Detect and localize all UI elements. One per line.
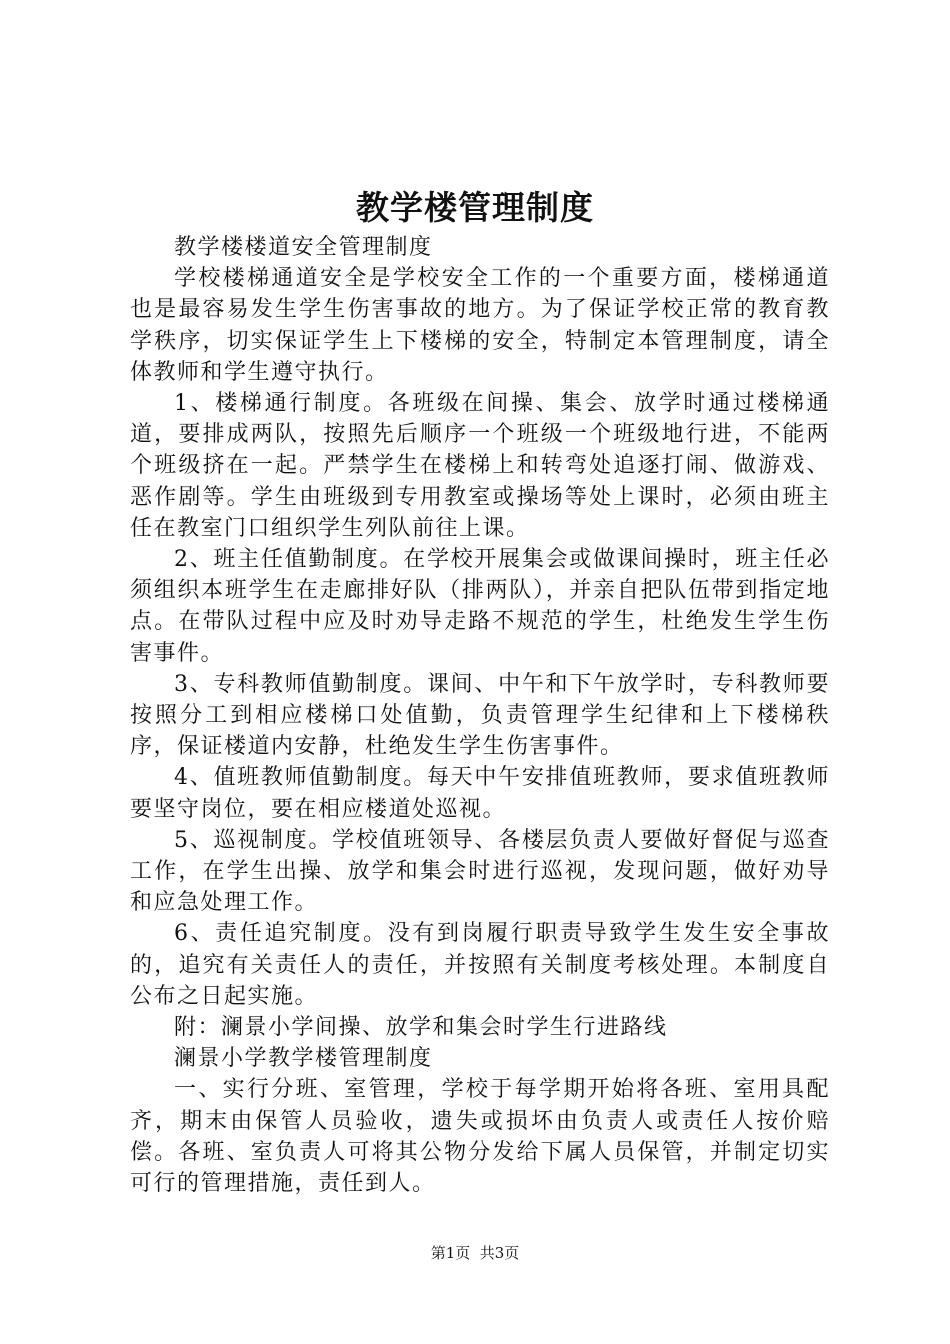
rule-3-paragraph: 3、专科教师值勤制度。课间、中午和下午放学时，专科教师要按照分工到相应楼梯口处值勤，负责管理学生纪律和上下楼梯秩序，保证楼道内安静，杜绝发生学生伤害事件。 — [130, 671, 830, 760]
appendix-note: 附：澜景小学间操、放学和集会时学生行进路线 — [174, 1015, 668, 1041]
section-heading-building-management: 澜景小学教学楼管理制度 — [174, 1046, 433, 1072]
section-heading-stairway-safety: 教学楼楼道安全管理制度 — [174, 235, 433, 260]
document-body — [130, 232, 830, 1199]
document-title: 教学楼管理制度 — [356, 188, 594, 227]
page-footer — [0, 1243, 950, 1263]
intro-paragraph: 学校楼梯通道安全是学校安全工作的一个重要方面，楼梯通道也是最容易发生学生伤害事故的地方。为了保证学校正常的教育教学秩序，切实保证学生上下楼梯的安全，特制定本管理制度，请全体教师和学生遵守执行。 — [130, 266, 830, 385]
rule-6-paragraph: 6、责任追究制度。没有到岗履行职责导致学生发生安全事故的，追究有关责任人的责任，并按照有关制度考核处理。本制度自公布之日起实施。 — [130, 921, 830, 1009]
rule-1-paragraph: 1、楼梯通行制度。各班级在间操、集会、放学时通过楼梯通道，要排成两队，按照先后顺序一个班级一个班级地行进，不能两个班级挤在一起。严禁学生在楼梯上和转弯处追逐打闹、做游戏、恶作剧等。学生由班级到专用教室或操场等处上课时，必须由班主任在教室门口组织学生列队前往上课。 — [130, 391, 830, 541]
rule-4-paragraph: 4、值班教师值勤制度。每天中午安排值班教师，要求值班教师要坚守岗位，要在相应楼道处巡视。 — [130, 765, 830, 822]
rule-5-paragraph: 5、巡视制度。学校值班领导、各楼层负责人要做好督促与巡查工作，在学生出操、放学和集会时进行巡视，发现问题，做好劝导和应急处理工作。 — [130, 827, 830, 916]
page-number: 第1页 共3页 — [430, 1244, 520, 1262]
article-1-paragraph: 一、实行分班、室管理，学校于每学期开始将各班、室用具配齐，期末由保管人员验收，遗失或损坏由负责人或责任人按价赔偿。各班、室负责人可将其公物分发给下属人员保管，并制定切实可行的管理措施，责任到人。 — [130, 1077, 830, 1197]
rule-2-paragraph: 2、班主任值勤制度。在学校开展集会或做课间操时，班主任必须组织本班学生在走廊排好队（排两队），并亲自把队伍带到指定地点。在带队过程中应及时劝导走路不规范的学生，杜绝发生学生伤害事件。 — [130, 547, 830, 666]
